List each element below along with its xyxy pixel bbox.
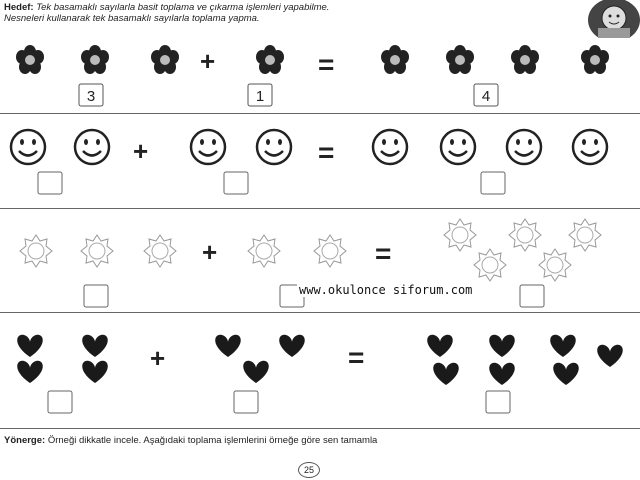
instruction-text: Örneği dikkatle incele. Aşağıdaki toplama işlemlerini örneğe göre sen tamamla — [47, 435, 378, 446]
worksheet-subtitle: Nesneleri kullanarak tek basamaklı sayılarla toplama yapma. — [4, 13, 260, 24]
heart-icon — [215, 335, 241, 357]
equals-sign: = — [375, 238, 392, 269]
heart-icon — [597, 345, 623, 367]
heart-icon — [82, 335, 108, 357]
flower-icon — [511, 45, 539, 74]
smiley-icon — [75, 130, 109, 164]
smiley-icon — [373, 130, 407, 164]
addition-row-smileys — [0, 122, 640, 207]
sun-icon — [474, 249, 506, 281]
flower-icon — [381, 45, 409, 74]
heart-icon — [427, 335, 453, 357]
equals-sign: = — [318, 137, 335, 168]
plus-sign: + — [200, 46, 216, 76]
watermark-text: www.okulonce siforum.com — [299, 283, 473, 297]
heart-icon — [243, 361, 269, 383]
answer-box[interactable] — [520, 285, 544, 307]
sun-icon — [509, 219, 541, 251]
instruction-line — [4, 435, 377, 446]
sun-icon — [81, 235, 113, 267]
answer-box[interactable] — [481, 172, 505, 194]
sun-icon — [569, 219, 601, 251]
heart-icon — [279, 335, 305, 357]
goal-line — [4, 2, 564, 13]
plus-sign: + — [133, 136, 149, 166]
instruction-label: Yönerge: — [4, 435, 46, 446]
addition-row-flowers — [0, 38, 640, 113]
heart-icon — [553, 363, 579, 385]
row-divider — [0, 113, 640, 114]
flower-icon — [256, 45, 284, 74]
sun-icon — [20, 235, 52, 267]
goal-text: Tek basamaklı sayılarla basit toplama ve çıkarma işlemleri yapabilme. — [36, 2, 330, 13]
answer-box[interactable] — [48, 391, 72, 413]
result-value: 4 — [481, 88, 491, 105]
sun-icon — [444, 219, 476, 251]
answer-box[interactable] — [486, 391, 510, 413]
heart-icon — [433, 363, 459, 385]
heart-icon — [489, 335, 515, 357]
smiley-icon — [441, 130, 475, 164]
answer-box[interactable] — [84, 285, 108, 307]
row-divider — [0, 312, 640, 313]
sun-icon — [144, 235, 176, 267]
smiley-icon — [191, 130, 225, 164]
child-illustration-icon — [562, 0, 640, 38]
smiley-icon — [257, 130, 291, 164]
heart-icon — [17, 361, 43, 383]
heart-icon — [17, 335, 43, 357]
answer-box[interactable] — [234, 391, 258, 413]
page-number: 25 — [298, 462, 320, 478]
smiley-icon — [11, 130, 45, 164]
sun-icon — [248, 235, 280, 267]
sun-icon — [539, 249, 571, 281]
heart-icon — [82, 361, 108, 383]
addition-row-hearts — [0, 325, 640, 425]
flower-icon — [16, 45, 44, 74]
answer-box[interactable] — [224, 172, 248, 194]
heart-icon — [550, 335, 576, 357]
flower-icon — [446, 45, 474, 74]
equals-sign: = — [348, 342, 365, 373]
left-value: 3 — [86, 88, 96, 105]
row-divider — [0, 428, 640, 429]
smiley-icon — [507, 130, 541, 164]
flower-icon — [581, 45, 609, 74]
flower-icon — [151, 45, 179, 74]
equals-sign: = — [318, 49, 335, 80]
smiley-icon — [573, 130, 607, 164]
right-value: 1 — [255, 88, 265, 105]
plus-sign: + — [150, 343, 166, 373]
plus-sign: + — [202, 237, 218, 267]
heart-icon — [489, 363, 515, 385]
answer-box[interactable] — [38, 172, 62, 194]
goal-label: Hedef: — [4, 2, 34, 13]
sun-icon — [314, 235, 346, 267]
flower-icon — [81, 45, 109, 74]
worksheet-header — [4, 2, 564, 24]
row-divider — [0, 208, 640, 209]
